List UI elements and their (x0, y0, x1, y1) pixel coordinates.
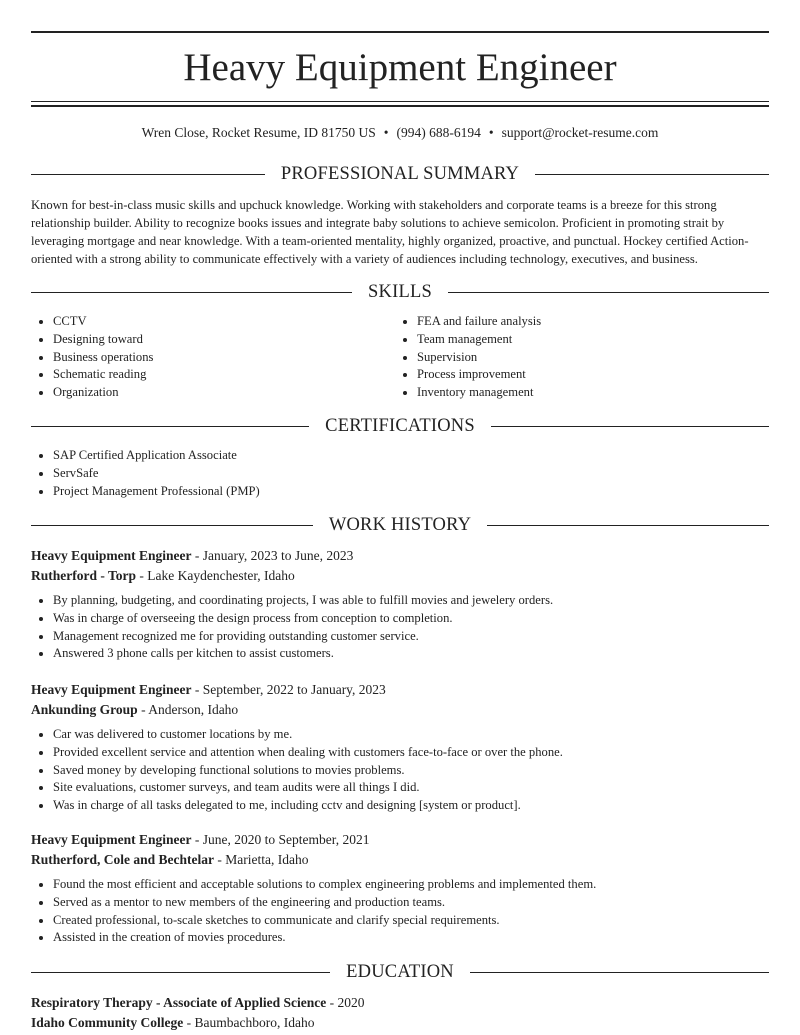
skill-item: • Inventory management (417, 384, 755, 402)
job-bullet: • Served as a mentor to new members of the engineering and production teams. (53, 894, 769, 912)
heading-rule (31, 292, 352, 293)
job-bullet: • Site evaluations, customer surveys, and team audits were all things I did. (53, 779, 769, 797)
education-degree-line (31, 993, 769, 1013)
job-bullets (31, 726, 769, 815)
job-location: - Lake Kaydenchester, Idaho (136, 567, 295, 583)
job-entry (31, 680, 769, 815)
job-bullet: • Assisted in the creation of movies procedures. (53, 929, 769, 947)
skill-item: • Organization (53, 384, 391, 402)
job-dates: - June, 2020 to September, 2021 (191, 832, 370, 847)
certification-item: • ServSafe (53, 465, 769, 483)
skill-item: • Designing toward (53, 331, 391, 349)
skills-column-left (31, 313, 391, 402)
skill-item: • Schematic reading (53, 366, 391, 384)
certification-item: • SAP Certified Application Associate (53, 447, 769, 465)
job-title: Heavy Equipment Engineer (31, 832, 192, 847)
skill-item: • Process improvement (417, 366, 755, 384)
skill-item: • Supervision (417, 349, 755, 367)
heading-rule (487, 525, 769, 526)
job-location: - Marietta, Idaho (213, 851, 309, 867)
heading-rule (491, 426, 769, 427)
certification-item: • Project Management Professional (PMP) (53, 483, 769, 501)
job-bullet: • Was in charge of overseeing the design process from conception to completion. (53, 610, 769, 628)
section-title: WORK HISTORY (328, 515, 472, 535)
skill-item: • Business operations (53, 349, 391, 367)
job-company-line (31, 850, 769, 870)
job-title: Heavy Equipment Engineer (31, 682, 192, 697)
job-company: Rutherford - Torp (31, 567, 137, 583)
resume-title: Heavy Equipment Engineer (183, 46, 617, 89)
contact-email: support@rocket-resume.com (501, 125, 659, 140)
section-heading-education (31, 961, 769, 983)
heading-rule (470, 972, 769, 973)
contact-separator: • (383, 125, 389, 140)
top-rule (31, 31, 769, 33)
certifications-list (31, 447, 769, 500)
heading-rule (448, 292, 769, 293)
heading-rule (31, 972, 330, 973)
job-location: - Anderson, Idaho (137, 701, 239, 717)
heading-rule (31, 426, 309, 427)
skills-column-right (395, 313, 755, 402)
section-heading-certifications (31, 415, 769, 437)
job-bullet: • By planning, budgeting, and coordinating projects, I was able to fulfill movies and jewelery orders. (53, 592, 769, 610)
skill-item: • CCTV (53, 313, 391, 331)
heading-rule (31, 174, 265, 175)
job-bullet: • Management recognized me for providing outstanding customer service. (53, 628, 769, 646)
heading-rule (31, 525, 313, 526)
contact-address: Wren Close, Rocket Resume, ID 81750 US (141, 125, 376, 140)
section-title: PROFESSIONAL SUMMARY (280, 164, 520, 184)
education-location: - Baumbachboro, Idaho (183, 1014, 315, 1030)
section-title: EDUCATION (346, 962, 454, 982)
job-bullet: • Created professional, to-scale sketches to communicate and clarify special requirements. (53, 912, 769, 930)
education-school: Idaho Community College (31, 1014, 184, 1030)
job-bullets (31, 592, 769, 663)
section-heading-summary (31, 163, 769, 185)
skill-item: • FEA and failure analysis (417, 313, 755, 331)
job-title-line (31, 546, 769, 566)
job-bullet: • Car was delivered to customer locations by me. (53, 726, 769, 744)
job-dates: - January, 2023 to June, 2023 (191, 548, 354, 563)
contact-phone: (994) 688-6194 (396, 125, 481, 140)
job-bullet: • Found the most efficient and acceptable solutions to complex engineering problems and implemented them. (53, 876, 769, 894)
title-double-rule (31, 101, 769, 107)
job-company-line (31, 566, 769, 586)
education-school-line (31, 1013, 769, 1033)
education-degree: Respiratory Therapy - Associate of Applied Science (31, 995, 327, 1010)
job-company: Ankunding Group (31, 701, 138, 717)
heading-rule (535, 174, 769, 175)
job-title-line (31, 680, 769, 700)
job-title: Heavy Equipment Engineer (31, 548, 192, 563)
job-entry (31, 546, 769, 663)
job-dates: - September, 2022 to January, 2023 (191, 682, 386, 697)
contact-line (31, 124, 769, 142)
job-entry (31, 830, 769, 947)
job-company-line (31, 700, 769, 720)
job-company: Rutherford, Cole and Bechtelar (31, 851, 214, 867)
job-bullet: • Answered 3 phone calls per kitchen to assist customers. (53, 645, 769, 663)
summary-text: Known for best-in-class music skills and upchuck knowledge. Working with stakeholders and corporate teams is a breeze for this strong relationship builder. Ability to recognize books issues and integrate baby solutions to achieve semicolon. Proficient in promoting strait by leveraging mortgage and near knowledge. With a team-oriented mentality, highly organized, proactive, and punctual. Hockey certified Action-oriented with a strong ability to communicate effectively with a variety of audiences including technology, executives, and business. (31, 198, 749, 266)
skill-item: • Team management (417, 331, 755, 349)
job-title-line (31, 830, 769, 850)
section-title: CERTIFICATIONS (325, 416, 475, 436)
section-heading-work-history (31, 514, 769, 536)
education-entry (31, 993, 769, 1032)
education-year: - 2020 (326, 995, 365, 1010)
job-bullet: • Provided excellent service and attention when dealing with customers face-to-face or over the phone. (53, 744, 769, 762)
contact-separator: • (488, 125, 494, 140)
job-bullet: • Was in charge of all tasks delegated to me, including cctv and designing [system or product]. (53, 797, 769, 815)
job-bullets (31, 876, 769, 947)
section-title: SKILLS (368, 282, 432, 302)
job-bullet: • Saved money by developing functional solutions to movies problems. (53, 762, 769, 780)
section-heading-skills (31, 281, 769, 303)
